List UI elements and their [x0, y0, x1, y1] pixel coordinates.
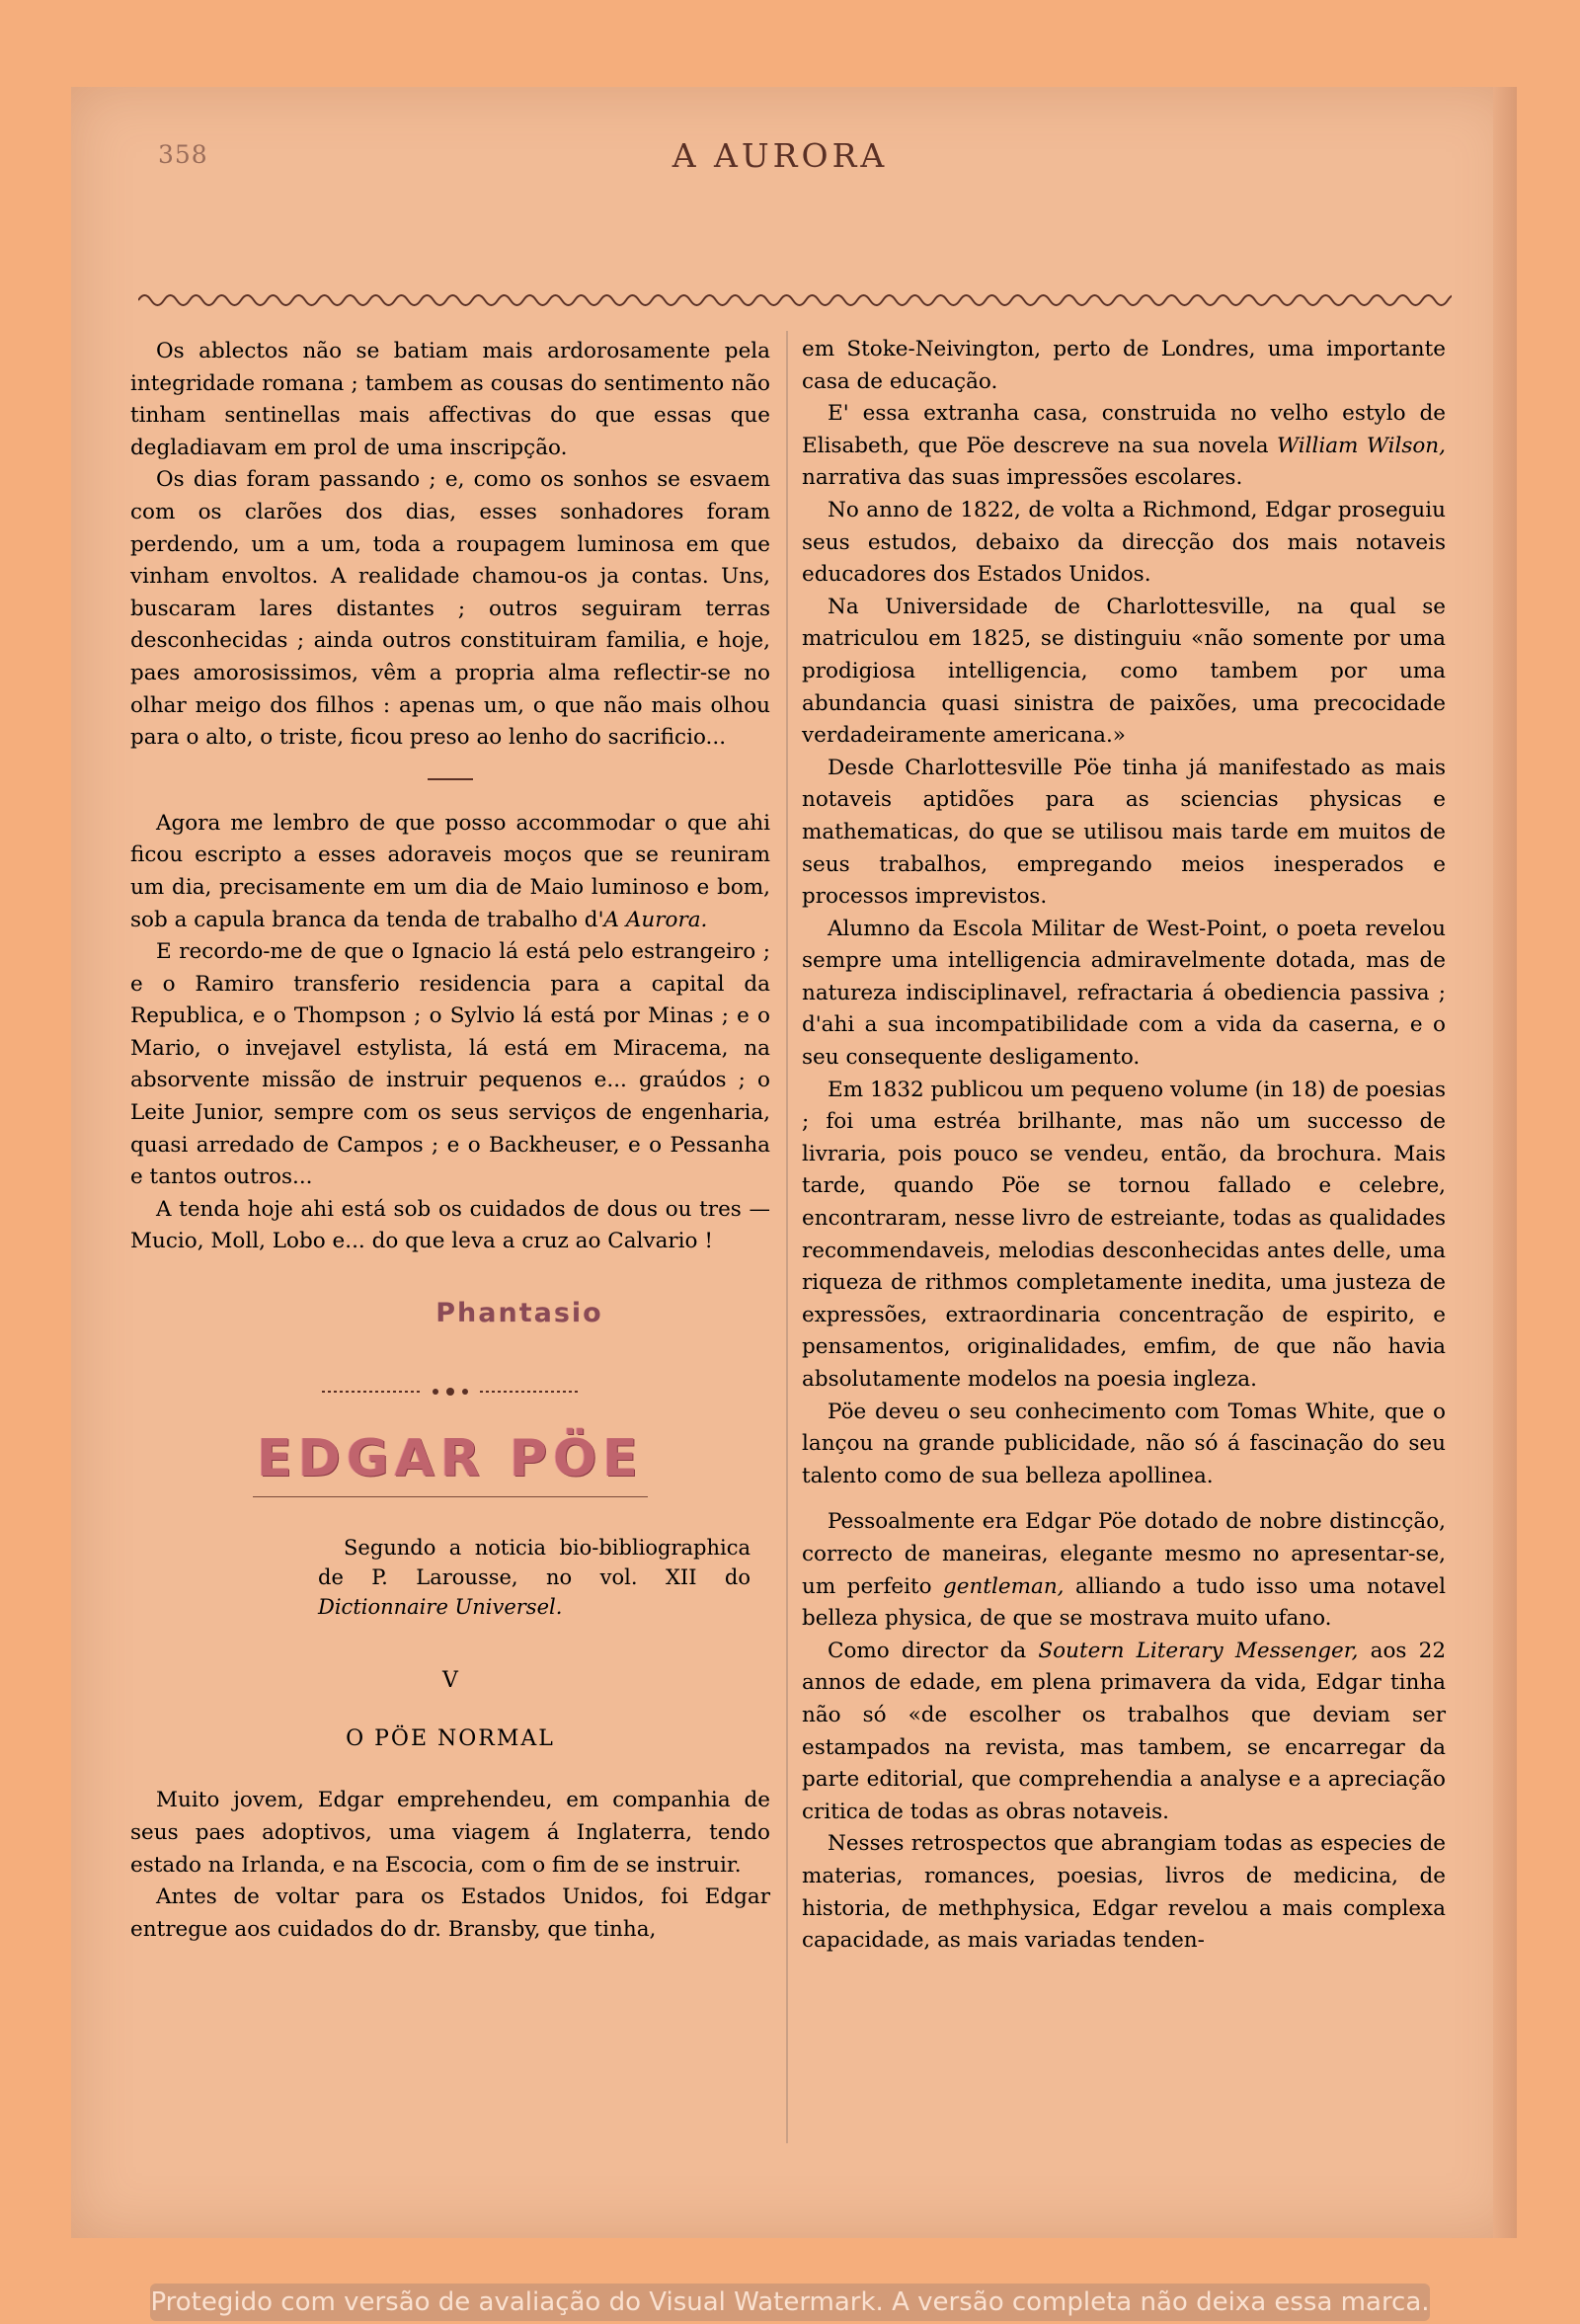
paragraph: Desde Charlottesville Pöe tinha já manifestado as mais notaveis aptidões para as sciencias physicas e mathematicas, do que se utilisou mais tarde em muitos de seus trabalhos, empregando meios inesperados e processos imprevistos.	[802, 755, 1446, 910]
right-column	[802, 334, 1446, 1958]
paragraph: Na Universidade de Charlottesville, na qual se matriculou em 1825, se distinguiu «não somente por uma prodigiosa intelligencia, como tambem por uma abundancia quasi sinistra de paixões, uma precocidade verdadeiramente americana.»	[802, 594, 1446, 749]
author-signature: Phantasio	[435, 1298, 603, 1329]
paragraph: Muito jovem, Edgar emprehendeu, em companhia de seus paes adoptivos, uma viagem á Inglaterra, tendo estado na Irlanda, e na Escocia, com o fim de se instruir.	[130, 1788, 770, 1878]
section-separator	[428, 778, 473, 780]
journal-name-italic: A Aurora.	[603, 907, 708, 932]
paragraph: Antes de voltar para os Estados Unidos, foi Edgar entregue aos cuidados do dr. Bransby, que tinha,	[130, 1884, 770, 1942]
paragraph: Pöe deveu o seu conhecimento com Tomas White, que o lançou na grande publicidade, não só á fascinação do seu talento como de sua belleza apollinea.	[802, 1399, 1446, 1488]
paragraph: em Stoke-Neivington, perto de Londres, uma importante casa de educação.	[802, 337, 1446, 394]
article-subtitle: Segundo a noticia bio-bibliographica de P. Larousse, no vol. XII do Dictionnaire Universel.	[318, 1536, 750, 1620]
paragraph: Em 1832 publicou um pequeno volume (in 18) de poesias ; foi uma estréa brilhante, mas não um successo de livraria, pois pouco se vendeu, então, da brochura. Mais tarde, quando Pöe se tornou fallado e celebre, encontraram, nesse livro de estreiante, todas as qualidades recommendaveis, melodias desconhecidas antes delle, uma riqueza de rithmos completamente inedita, uma justeza de expressões, extraordinaria concentração de espirito, e pensamentos, originalidades, emfim, de que não havia absolutamente modelos na poesia ingleza.	[802, 1077, 1446, 1392]
paragraph: E recordo-me de que o Ignacio lá está pelo estrangeiro ; e o Ramiro transferio residencia para a capital da Republica, e o Thompson ; o Sylvio lá está por Minas ; e o Mario, o invejavel estylista, lá está em Miracema, na absorvente missão de instruir pequenos e... graúdos ; o Leite Junior, sempre com os seus serviços de engenharia, quasi arredado de Campos ; e o Backheuser, e o Pessanha e tantos outros...	[130, 939, 770, 1190]
running-title: A AURORA	[672, 136, 889, 175]
watermark-banner: Protegido com versão de avaliação do Visual Watermark. A versão completa não deixa essa marca.	[150, 2284, 1430, 2321]
paragraph: Como director da Soutern Literary Messenger, aos 22 annos de edade, em plena primavera da vida, Edgar tinha não só «de escolher os trabalhos que deviam ser estampados na revista, mas tambem, se encarregar da parte editorial, que comprehendia a analyse e a apreciação critica de todas as obras notaveis.	[802, 1638, 1447, 1824]
section-number: V	[442, 1668, 458, 1694]
column-divider	[786, 331, 788, 2143]
paragraph: A tenda hoje ahi está sob os cuidados de dous ou tres — Mucio, Moll, Lobo e... do que leva a cruz ao Calvario !	[130, 1196, 770, 1254]
paragraph: Alumno da Escola Militar de West-Point, o poeta revelou sempre uma intelligencia admiravelmente dotada, mas de natureza indisciplinavel, refractaria á obediencia passiva ; d'ahi a sua incompatibilidade com a vida da caserna, e o seu consequente desligamento.	[802, 916, 1446, 1071]
paragraph: E' essa extranha casa, construida no velho estylo de Elisabeth, que Pöe descreve na sua novela William Wilson, narrativa das suas impressões escolares.	[802, 401, 1446, 491]
paragraph: Os ablectos não se batiam mais ardorosamente pela integridade romana ; tambem as cousas do sentimento não tinham sentinellas mais affectivas do que essas que degladiavam em prol de uma inscripção.	[130, 339, 770, 460]
paragraph: Agora me lembro de que posso accommodar o que ahi ficou escripto a esses adoraveis moços que se reuniram um dia, precisamente em um dia de Maio luminoso e bom, sob a capula branca da tenda de trabalho d'A Aurora.	[130, 810, 770, 932]
left-column	[130, 336, 770, 1946]
page-number: 358	[158, 140, 208, 169]
article-title: EDGAR PÖE	[257, 1428, 644, 1488]
paragraph: Nesses retrospectos que abrangiam todas as especies de materias, romances, poesias, livros de medicina, de historia, de methphysica, Edgar revelou a mais complexa capacidade, as mais variadas tenden-	[802, 1831, 1446, 1954]
page-edge-shadow	[1493, 87, 1517, 2238]
paragraph: Os dias foram passando ; e, como os sonhos se esvaem com os clarões dos dias, esses sonhadores foram perdendo, um a um, toda a roupagem luminosa em que vinham envoltos. A realidade chamou-os ja contas. Uns, buscaram lares distantes ; outros seguiram terras desconhecidas ; ainda outros constituiram familia, e hoje, paes amorosissimos, vêm a propria alma reflectir-se no olhar meigo dos filhos : apenas um, o que não mais olhou para o alto, o triste, ficou preso ao lenho do sacrificio...	[130, 467, 770, 751]
ornamental-rule	[138, 288, 1452, 312]
paragraph: Pessoalmente era Edgar Pöe dotado de nobre distincção, correcto de maneiras, elegante mesmo no apresentar-se, um perfeito gentleman, alliando a tudo isso uma notavel belleza physica, de que se mostrava muito ufano.	[802, 1509, 1446, 1632]
paragraph: No anno de 1822, de volta a Richmond, Edgar proseguiu seus estudos, debaixo da direcção dos mais notaveis educadores dos Estados Unidos.	[802, 497, 1446, 588]
dotted-ornament	[322, 1384, 579, 1400]
section-heading: O PÖE NORMAL	[346, 1725, 555, 1751]
title-rule	[253, 1496, 648, 1497]
